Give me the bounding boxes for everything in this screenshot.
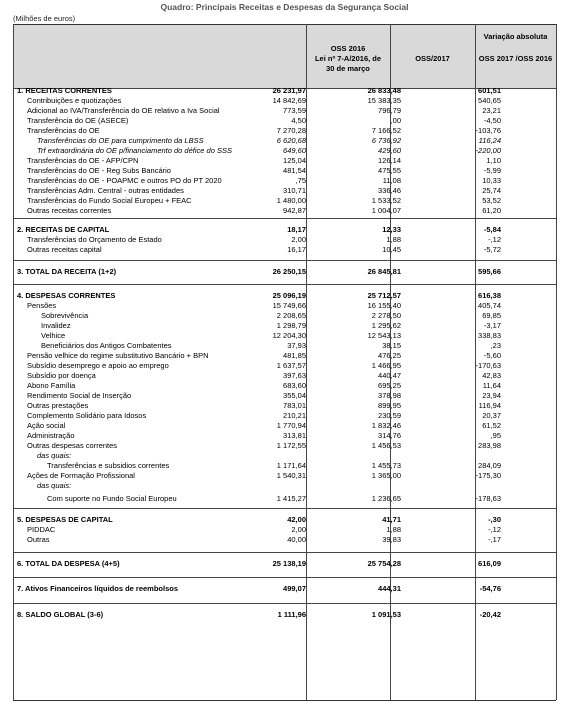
value-oss2016: 40,00	[287, 535, 306, 544]
value-oss2017: 378,98	[378, 391, 401, 400]
row-label: Transferências do OE - AFP/CPN	[27, 156, 139, 165]
row-label: Adicional ao IVA/Transferência do OE relativo a Iva Social	[27, 106, 220, 115]
value-variation: 405,74	[478, 301, 501, 310]
value-variation: 20,37	[482, 411, 501, 420]
table-row	[13, 515, 556, 525]
value-variation: -,12	[488, 525, 501, 534]
value-variation: -,17	[488, 535, 501, 544]
table-row	[13, 206, 556, 216]
row-label: Transferências do OE para cumprimento da LBSS	[37, 136, 204, 145]
table-row	[13, 341, 556, 351]
row-label: Transferências do OE - Reg Subs Bancário	[27, 166, 171, 175]
value-oss2016: 2 208,65	[276, 311, 306, 320]
value-oss2016: ,75	[295, 176, 306, 185]
row-label: 3. TOTAL DA RECEITA (1+2)	[17, 267, 117, 276]
value-oss2017: 12 543,13	[367, 331, 401, 340]
row-label: Com suporte no Fundo Social Europeu	[47, 494, 177, 503]
value-oss2017: ,00	[390, 116, 401, 125]
header-variation-top: Variação absoluta	[483, 32, 548, 41]
row-label: das quais:	[37, 481, 72, 490]
value-oss2017: 1,88	[386, 235, 401, 244]
value-variation: 116,94	[478, 401, 501, 410]
table-row	[13, 96, 556, 106]
value-variation: 116,24	[478, 136, 501, 145]
table-row	[13, 371, 556, 381]
row-separator	[13, 508, 556, 509]
value-variation: -,30	[488, 515, 501, 524]
row-label: Sobrevivência	[41, 311, 89, 320]
row-label: 5. DESPESAS DE CAPITAL	[17, 515, 113, 524]
value-oss2016: 310,71	[283, 186, 306, 195]
value-oss2016: 397,63	[283, 371, 306, 380]
value-oss2016: 773,59	[283, 106, 306, 115]
value-oss2017: 1 091,53	[371, 610, 401, 619]
value-oss2017: 7 166,52	[371, 126, 401, 135]
table-row	[13, 321, 556, 331]
value-oss2017: 336,46	[378, 186, 401, 195]
table-row	[13, 584, 556, 594]
value-variation: 284,09	[478, 461, 501, 470]
bottom-border	[13, 700, 556, 701]
table-row	[13, 156, 556, 166]
row-label: Transferências Adm. Central - outras entidades	[27, 186, 184, 195]
value-oss2017: 126,14	[378, 156, 401, 165]
header-oss2016-line1: OSS 2016	[330, 44, 366, 53]
row-label: Transferência do OE (ASECE)	[27, 116, 129, 125]
value-oss2016: 481,54	[283, 166, 306, 175]
value-oss2017: 429,60	[378, 146, 401, 155]
table-row	[13, 610, 556, 620]
row-label: Outras prestações	[27, 401, 89, 410]
value-oss2017: 1 295,62	[371, 321, 401, 330]
value-variation: 25,74	[482, 186, 501, 195]
header-oss2016-line2: Lei nº 7-A/2016, de	[314, 54, 382, 63]
row-label: Administração	[27, 431, 75, 440]
table-row	[13, 481, 556, 491]
value-oss2017: 15 383,35	[367, 96, 401, 105]
row-label: Subsídio desemprego e apoio ao emprego	[27, 361, 169, 370]
value-oss2017: 440,47	[378, 371, 401, 380]
value-oss2017: 26 845,81	[367, 267, 401, 276]
row-label: 4. DESPESAS CORRENTES	[17, 291, 116, 300]
value-oss2016: 1 111,96	[277, 610, 306, 619]
value-variation: 10,33	[482, 176, 501, 185]
row-label: 6. TOTAL DA DESPESA (4+5)	[17, 559, 120, 568]
row-label: 2. RECEITAS DE CAPITAL	[17, 225, 110, 234]
row-label: Outras	[27, 535, 50, 544]
value-oss2016: 313,81	[283, 431, 306, 440]
value-variation: 616,09	[478, 559, 501, 568]
row-label: 7. Ativos Financeiros líquidos de reembolsos	[17, 584, 179, 593]
row-label: Velhice	[41, 331, 66, 340]
value-variation: 23,21	[482, 106, 501, 115]
value-variation: 283,98	[478, 441, 501, 450]
value-oss2017: 476,25	[378, 351, 401, 360]
table-row	[13, 136, 556, 146]
value-variation: 42,83	[482, 371, 501, 380]
value-oss2017: 41,71	[382, 515, 401, 524]
value-oss2016: 1 415,27	[276, 494, 306, 503]
table-row	[13, 126, 556, 136]
table-row	[13, 451, 556, 461]
value-variation: 601,51	[478, 86, 501, 95]
value-oss2016: 26 250,15	[272, 267, 306, 276]
table-row	[13, 331, 556, 341]
table-row	[13, 291, 556, 301]
table-row	[13, 166, 556, 176]
value-variation: 338,83	[478, 331, 501, 340]
value-oss2016: 942,87	[283, 206, 306, 215]
value-variation: 11,64	[482, 381, 501, 390]
table-row	[13, 411, 556, 421]
value-variation: 53,52	[482, 196, 501, 205]
value-oss2017: 6 736,92	[371, 136, 401, 145]
row-separator	[13, 552, 556, 553]
value-variation: -175,30	[475, 471, 501, 480]
row-label: Complemento Solidário para Idosos	[27, 411, 147, 420]
row-label: Ação social	[27, 421, 66, 430]
value-oss2017: 1 236,65	[371, 494, 401, 503]
value-oss2017: 695,25	[378, 381, 401, 390]
table-row	[13, 225, 556, 235]
right-border	[556, 24, 557, 700]
row-label: das quais:	[37, 451, 72, 460]
value-oss2016: 7 270,28	[276, 126, 306, 135]
table-row	[13, 186, 556, 196]
table-row	[13, 301, 556, 311]
value-oss2017: 1 832,46	[371, 421, 401, 430]
row-label: Transferências do OE - POAPMC e outros PO do PT 2020	[27, 176, 222, 185]
value-oss2017: 1,88	[386, 525, 401, 534]
value-variation: -220,00	[475, 146, 501, 155]
row-separator	[13, 218, 556, 219]
value-oss2017: 1 533,52	[371, 196, 401, 205]
value-oss2017: 39,83	[382, 535, 401, 544]
value-oss2016: 683,60	[283, 381, 306, 390]
table-row	[13, 196, 556, 206]
value-oss2016: 481,85	[283, 351, 306, 360]
table-row	[13, 461, 556, 471]
table-row	[13, 176, 556, 186]
value-oss2016: 2,00	[291, 525, 306, 534]
value-oss2016: 1 770,94	[276, 421, 306, 430]
value-variation: -4,50	[483, 116, 501, 125]
row-label: Transferências e subsidios correntes	[47, 461, 170, 470]
table-row	[13, 351, 556, 361]
value-oss2016: 649,60	[283, 146, 306, 155]
row-label: Invalidez	[41, 321, 71, 330]
value-oss2016: 15 749,66	[272, 301, 306, 310]
table-row	[13, 525, 556, 535]
value-oss2016: 499,07	[283, 584, 306, 593]
value-oss2017: 25 754,28	[367, 559, 401, 568]
value-oss2017: 1 365,00	[371, 471, 401, 480]
value-variation: ,95	[490, 431, 501, 440]
value-oss2016: 2,00	[291, 235, 306, 244]
table-row	[13, 267, 556, 277]
value-oss2016: 16,17	[287, 245, 306, 254]
value-variation: 595,66	[478, 267, 501, 276]
table-row	[13, 106, 556, 116]
header-oss2017: OSS/2017	[415, 54, 450, 63]
table-row	[13, 421, 556, 431]
value-oss2017: 12,33	[382, 225, 401, 234]
value-variation: -103,76	[475, 126, 501, 135]
value-variation: -5,72	[483, 245, 501, 254]
row-label: Abono Família	[27, 381, 76, 390]
header-band-label	[13, 24, 306, 88]
value-variation: -3,17	[483, 321, 501, 330]
table-row	[13, 361, 556, 371]
value-oss2017: 26 833,48	[367, 86, 401, 95]
value-variation: ,23	[490, 341, 501, 350]
value-oss2016: 25 096,19	[272, 291, 306, 300]
row-separator	[13, 603, 556, 604]
table-row	[13, 401, 556, 411]
table-row	[13, 494, 556, 504]
value-variation: 61,20	[482, 206, 501, 215]
row-label: Outras receitas correntes	[27, 206, 112, 215]
value-oss2017: 2 278,50	[371, 311, 401, 320]
value-variation: -178,63	[475, 494, 501, 503]
value-variation: 1,10	[486, 156, 501, 165]
value-oss2017: 1 456,53	[371, 441, 401, 450]
table-row	[13, 559, 556, 569]
row-label: PIDDAC	[27, 525, 56, 534]
value-oss2017: 25 712,57	[367, 291, 401, 300]
row-separator	[13, 577, 556, 578]
value-oss2017: 16 155,40	[367, 301, 401, 310]
row-label: Transferências do OE	[27, 126, 100, 135]
header-variation: OSS 2017 /OSS 2016	[478, 54, 553, 63]
value-oss2017: 10,45	[382, 245, 401, 254]
row-label: Outras despesas correntes	[27, 441, 118, 450]
value-oss2017: 1 004,07	[371, 206, 401, 215]
value-oss2017: 314,76	[378, 431, 401, 440]
value-oss2017: 444,31	[378, 584, 401, 593]
table-row	[13, 86, 556, 96]
table-row	[13, 235, 556, 245]
value-oss2016: 1 172,55	[276, 441, 306, 450]
row-separator	[13, 284, 556, 285]
row-label: Transferências do Orçamento de Estado	[27, 235, 162, 244]
value-variation: -,12	[488, 235, 501, 244]
value-oss2016: 1 480,00	[276, 196, 306, 205]
value-oss2017: 1 455,73	[371, 461, 401, 470]
table-row	[13, 535, 556, 545]
row-label: Ações de Formação Profissional	[27, 471, 135, 480]
value-variation: -5,60	[483, 351, 501, 360]
value-oss2016: 355,04	[283, 391, 306, 400]
row-separator	[13, 260, 556, 261]
value-variation: -170,63	[475, 361, 501, 370]
table-row	[13, 245, 556, 255]
value-variation: 61,52	[482, 421, 501, 430]
header-oss2016-line3: 30 de março	[326, 64, 370, 73]
value-oss2017: 899,95	[378, 401, 401, 410]
value-oss2016: 1 298,79	[276, 321, 306, 330]
table-row	[13, 431, 556, 441]
value-oss2016: 4,50	[291, 116, 306, 125]
value-oss2016: 37,93	[287, 341, 306, 350]
value-oss2017: 1 466,95	[371, 361, 401, 370]
row-label: Pensão velhice do regime substitutivo Bancário + BPN	[27, 351, 209, 360]
table-title: Quadro: Principais Receitas e Despesas da Segurança Social	[160, 2, 409, 12]
row-label: Subsídio por doença	[27, 371, 96, 380]
table-row	[13, 391, 556, 401]
table-row	[13, 116, 556, 126]
value-oss2016: 125,04	[283, 156, 306, 165]
value-oss2016: 210,21	[283, 411, 306, 420]
value-oss2017: 11,08	[382, 176, 401, 185]
row-label: Pensões	[27, 301, 57, 310]
value-oss2016: 783,01	[283, 401, 306, 410]
value-oss2016: 1 637,57	[276, 361, 306, 370]
row-label: Transferências do Fundo Social Europeu + FEAC	[27, 196, 192, 205]
value-oss2017: 38,15	[382, 341, 401, 350]
table-row	[13, 381, 556, 391]
value-oss2017: 230,59	[378, 411, 401, 420]
value-oss2016: 12 204,30	[272, 331, 306, 340]
value-variation: -54,76	[479, 584, 501, 593]
value-oss2016: 14 842,69	[272, 96, 306, 105]
value-oss2016: 26 231,97	[272, 86, 306, 95]
value-oss2016: 1 171,64	[276, 461, 306, 470]
value-variation: 616,38	[478, 291, 501, 300]
unit-note: (Milhões de euros)	[13, 14, 76, 23]
row-label: Contribuições e quotizações	[27, 96, 122, 105]
value-variation: 540,65	[478, 96, 501, 105]
table-row	[13, 441, 556, 451]
value-oss2016: 18,17	[287, 225, 306, 234]
table-row	[13, 471, 556, 481]
row-label: Beneficiários dos Antigos Combatentes	[41, 341, 172, 350]
row-label: Outras receitas capital	[27, 245, 102, 254]
row-label: 1. RECEITAS CORRENTES	[17, 86, 112, 95]
value-variation: 69,85	[482, 311, 501, 320]
value-oss2016: 42,00	[287, 515, 306, 524]
value-oss2016: 25 138,19	[272, 559, 306, 568]
value-oss2016: 1 540,31	[276, 471, 306, 480]
row-label: Trf extraordinária do OE p/financiamento do défice do SSS	[37, 146, 232, 155]
value-variation: -5,99	[483, 166, 501, 175]
table-row	[13, 146, 556, 156]
value-oss2017: 796,79	[378, 106, 401, 115]
value-oss2017: 475,55	[378, 166, 401, 175]
table-row	[13, 311, 556, 321]
value-variation: -5,84	[483, 225, 501, 234]
value-oss2016: 6 620,68	[276, 136, 306, 145]
value-variation: 23,94	[482, 391, 501, 400]
row-label: 8. SALDO GLOBAL (3-6)	[17, 610, 104, 619]
value-variation: -20,42	[479, 610, 501, 619]
row-label: Rendimento Social de Inserção	[27, 391, 132, 400]
